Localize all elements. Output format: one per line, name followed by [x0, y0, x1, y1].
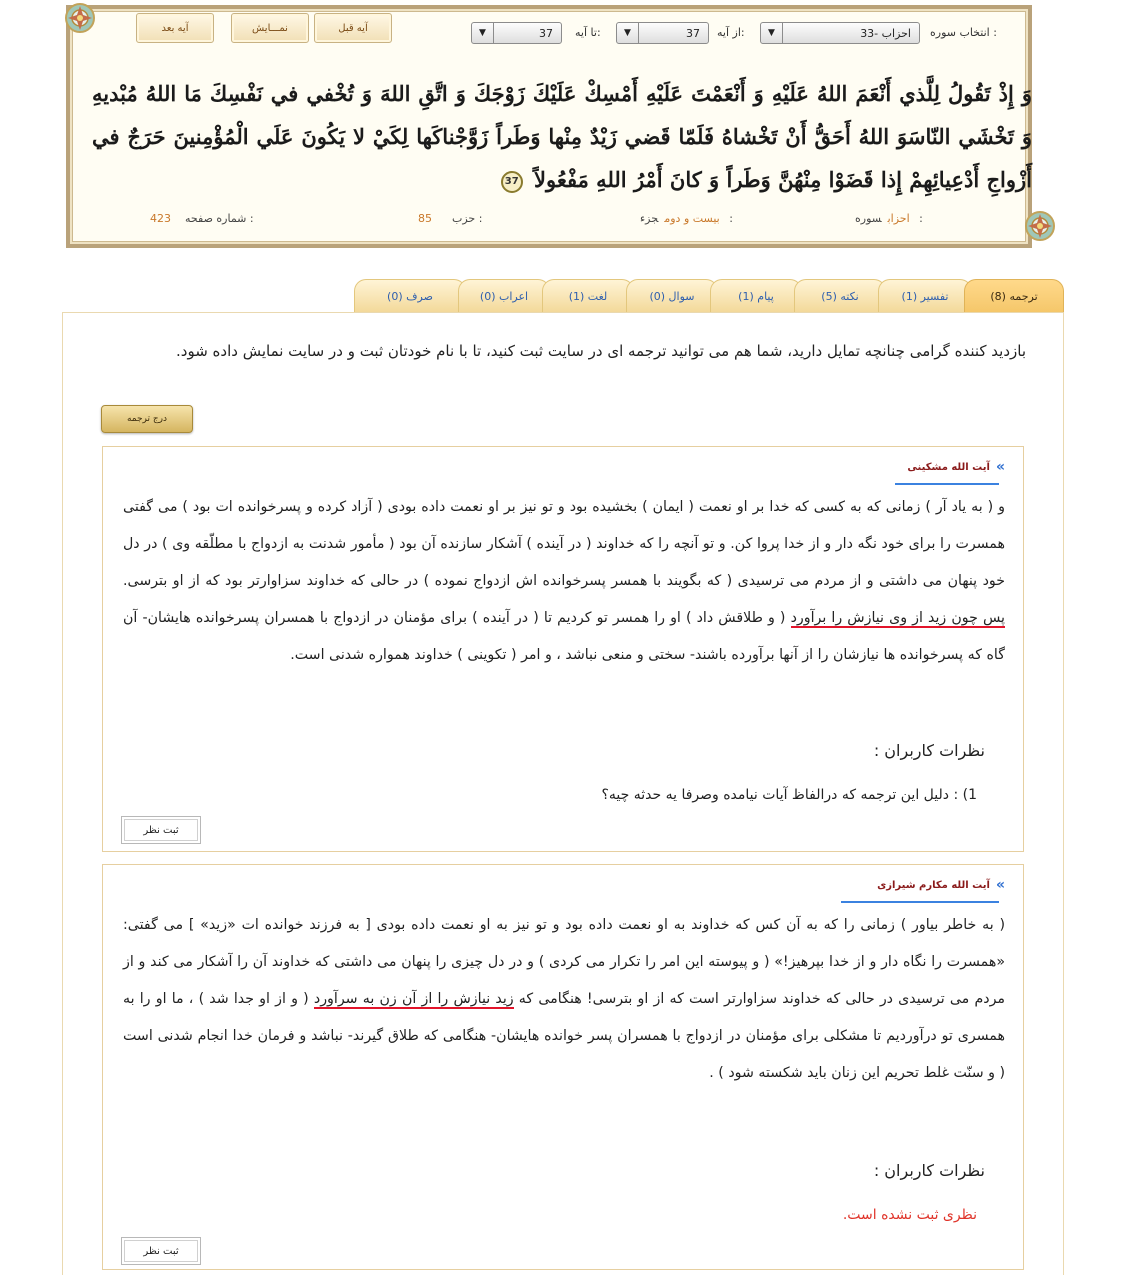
author-name: آیت الله مکارم شیرازی	[877, 879, 990, 891]
no-comment-text: نظری ثبت نشده است.	[842, 1207, 977, 1223]
comments-title: نظرات کاربران :	[873, 1161, 985, 1180]
tab-notes[interactable]: نکته (5)	[794, 279, 886, 312]
translation-card	[102, 864, 1024, 1270]
tab-morphology[interactable]: صرف (0)	[354, 279, 466, 312]
surah-select[interactable]	[760, 22, 920, 44]
from-ayah-value: 37	[686, 26, 700, 40]
translation-author	[907, 459, 1005, 475]
tab-vocabulary[interactable]: لغت (1)	[542, 279, 634, 312]
intro-text: بازدید کننده گرامی چنانچه تمایل دارید، شما هم می توانید ترجمه ای در سایت ثبت کنید، تا با نام خودتان ثبت و در سایت نمایش داده شود.	[176, 342, 1026, 360]
chevron-down-icon[interactable]: ▼	[617, 23, 639, 43]
meta-juz	[640, 212, 733, 225]
tab-syntax[interactable]: اعراب (0)	[458, 279, 550, 312]
next-ayah-button[interactable]: آیه بعد	[136, 13, 214, 43]
comment-number: 1)	[962, 787, 977, 803]
show-button[interactable]: نمـــایش	[231, 13, 309, 43]
author-underline	[895, 483, 999, 485]
tab-tafsir[interactable]: تفسیر (1)	[878, 279, 972, 312]
author-underline	[841, 901, 999, 903]
translation-text	[123, 489, 1005, 674]
double-chevron-icon: »	[995, 459, 1005, 475]
meta-page-label: شماره صفحه :	[185, 212, 254, 225]
chevron-down-icon[interactable]: ▼	[761, 23, 783, 43]
meta-surah-value: احزاب	[887, 212, 910, 225]
tab-bar	[346, 279, 1064, 312]
double-chevron-icon: »	[995, 877, 1005, 893]
highlighted-phrase: زید نیازش را از آن زن به سرآورد	[313, 991, 514, 1007]
from-ayah-select[interactable]	[616, 22, 709, 44]
tab-questions[interactable]: سوال (0)	[626, 279, 718, 312]
meta-juz-label: جزء :	[640, 212, 733, 225]
meta-hizb-label: حزب :	[452, 212, 483, 225]
translation-text	[123, 907, 1005, 1092]
meta-hizb-value: 85	[418, 212, 432, 225]
translation-text-part: ( به خاطر بیاور ) زمانی را که به آن کس که خداوند به او نعمت داده بود و تو نیز به او نعمت داده بودی [ به فرزند خوانده ات «زید» ] می گفتی: «همسرت را نگاه دار و از خدا بپرهیز!» ( و پیوسته این امر را تکرار می کردی ) و در دل چیزی را پنهان می داشتی که خداوند آن را آشکار می کند و از مردم می ترسیدی در حالی که خداوند سزاوارتر است که از او بترسی! هنگامی که	[123, 917, 1005, 1007]
submit-comment-button[interactable]: ثبت نظر	[121, 1237, 201, 1265]
translation-author	[877, 877, 1005, 893]
verse-number-badge: 37	[501, 171, 523, 193]
to-ayah-label: تا آیه:	[575, 26, 601, 39]
translation-text-part: ( و از او جدا شد ) ، ما او را به همسری تو درآوردیم تا مشکلی برای مؤمنان در ازدواج با همسران پسر خوانده هایشان- هنگامی که طلاق گیرند- نباشد و فرمان خدا انجام شدنی است ( و سنّت غلط تحریم این زنان باید شکسته شود ) .	[123, 991, 1005, 1081]
verse-arabic: وَ إِذْ تَقُولُ لِلَّذي أَنْعَمَ اللهُ عَلَيْهِ وَ أَنْعَمْتَ عَلَيْهِ أَمْسِكْ عَلَيْكَ زَوْجَكَ وَ اتَّقِ اللهَ وَ تُخْفي في نَفْسِكَ مَا اللهُ مُبْديهِ وَ تَخْشَي النّاسَوَ اللهُ أَحَقُّ أَنْ تَخْشاهُ فَلَمّا قَضي زَيْدٌ مِنْها وَطَراً زَوَّجْناكَها لِكَيْ لا يَكُونَ عَلَي الْمُؤْمِنينَ حَرَجٌ في أَزْواجِ أَدْعِيائِهِمْ إِذا قَضَوْا مِنْهُنَّ وَطَراً وَ كانَ أَمْرُ اللهِ مَفْعُولاً	[92, 81, 1032, 192]
translation-text-part: و ( به یاد آر ) زمانی که به کسی که خدا بر او نعمت ( ایمان ) بخشیده بود و تو نیز بر او نعمت داده بودی ( آزاد کرده و پسرخوانده ات بود ) می گفتی همسرت را برای خود نگه دار و از خدا پروا کن. و تو آنچه را که خداوند ( در آینده ) آشکار سازنده آن بود ( مأمور شدنت به ازدواج با مطلّقه وی ) در دل خود پنهان می داشتی و از مردم می ترسیدی ( که بگویند با همسر پسرخوانده اش ازدواج نموده ) در حالی که خداوند سزاوارتر بود که از او بترسی.	[123, 499, 1005, 589]
add-translation-button[interactable]: درج ترجمه	[101, 405, 193, 433]
highlighted-phrase: پس چون زید از وی نیازش را برآورد	[790, 610, 1006, 626]
translation-text-part: ( و طلاقش داد ) او را همسر تو کردیم تا ( در آینده ) برای مؤمنان در ازدواج با همسران پسرخوانده هایشان- آن گاه که پسرخوانده ها نیازشان را از آنها برآورده باشند- سختی و منعی نباشد ، و امر ( تکوینی ) خداوند همواره شدنی است.	[123, 610, 1005, 663]
meta-page	[144, 212, 254, 225]
to-ayah-value: 37	[539, 26, 553, 40]
ornament-corner-icon	[1018, 196, 1064, 254]
tab-message[interactable]: پیام (1)	[710, 279, 802, 312]
from-ayah-label: از آیه:	[717, 26, 745, 39]
ornament-corner-icon	[58, 0, 102, 44]
tab-translation[interactable]: ترجمه (8)	[964, 279, 1064, 312]
surah-value: 33- احزاب	[860, 26, 911, 40]
chevron-down-icon[interactable]: ▼	[472, 23, 494, 43]
comment-item	[601, 787, 977, 803]
comment-text: : دلیل این ترجمه که درالفاظ آیات نیامده وصرفا یه حدثه چیه؟	[601, 787, 959, 803]
meta-hizb	[412, 212, 482, 225]
comments-title: نظرات کاربران :	[873, 741, 985, 760]
author-name: آیت الله مشکینی	[907, 461, 990, 473]
meta-surah-label: سوره :	[855, 212, 923, 225]
to-ayah-select[interactable]	[471, 22, 562, 44]
meta-surah	[855, 212, 923, 225]
surah-label: انتخاب سوره :	[930, 26, 997, 39]
prev-ayah-button[interactable]: آیه قبل	[314, 13, 392, 43]
verse-text	[92, 72, 1032, 201]
submit-comment-button[interactable]: ثبت نظر	[121, 816, 201, 844]
translation-card	[102, 446, 1024, 852]
meta-juz-value: بیست و دوم	[664, 212, 720, 225]
meta-page-value: 423	[150, 212, 171, 225]
